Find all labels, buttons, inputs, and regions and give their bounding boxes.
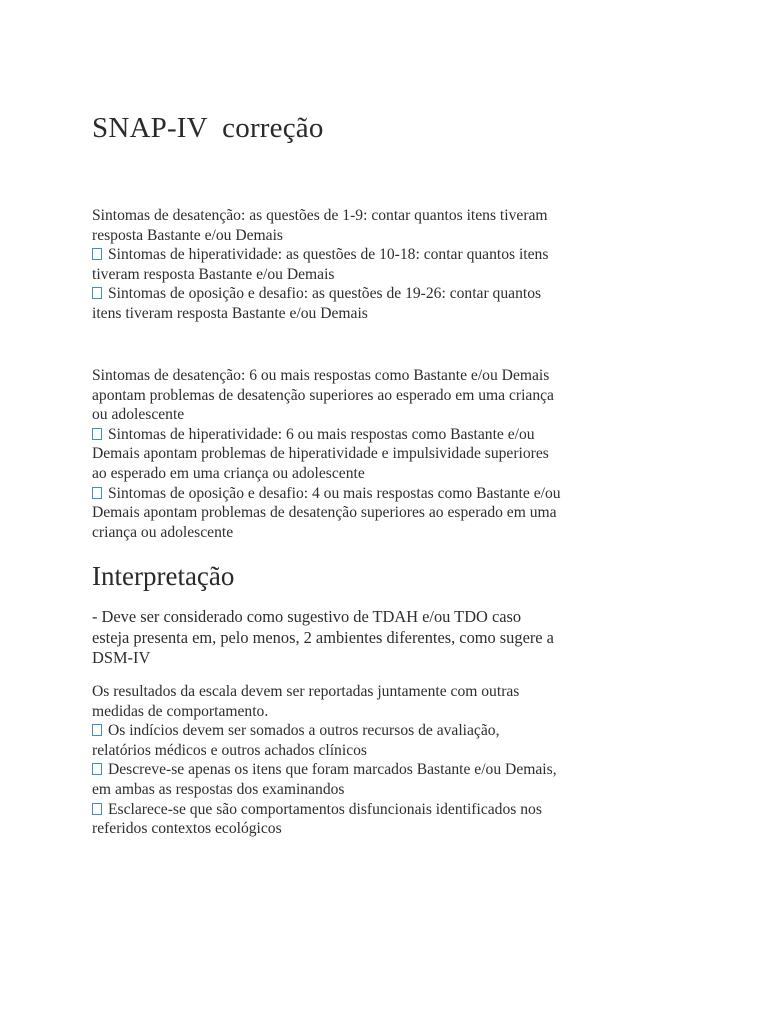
interpretation-note xyxy=(92,607,562,669)
list-item: Esclarece-se que são comportamentos disfuncionais identificados nos referidos contextos ecológicos xyxy=(92,800,542,838)
list-item: Os indícios devem ser somados a outros recursos de avaliação, relatórios médicos e outros achados clínicos xyxy=(92,722,500,759)
list-item: Sintomas de hiperatividade: 6 ou mais respostas como Bastante e/ou Demais apontam problemas de hiperatividade e impulsividade superiores ao esperado em uma criança ou adolescente xyxy=(92,425,549,482)
checkbox-square-icon xyxy=(92,248,102,260)
list-item: Sintomas de oposição e desafio: as questões de 19-26: contar quantos itens tiveram resposta Bastante e/ou Demais xyxy=(92,285,542,322)
checkbox-square-icon xyxy=(92,763,102,775)
checkbox-square-icon xyxy=(92,724,102,736)
checkbox-square-icon xyxy=(92,487,102,499)
criteria-section xyxy=(92,366,562,542)
counting-section xyxy=(92,206,562,324)
list-item: Sintomas de hiperatividade: as questões de 10-18: contar quantos itens tiveram resposta Bastante e/ou Demais xyxy=(92,246,549,283)
checkbox-square-icon xyxy=(92,428,102,440)
interpretation-intro: Os resultados da escala devem ser reportadas juntamente com outras medidas de comportamento. xyxy=(92,683,520,720)
document-title: SNAP-IV correção xyxy=(92,112,324,144)
checkbox-square-icon xyxy=(92,803,102,815)
counting-intro: Sintomas de desatenção: as questões de 1-9: contar quantos itens tiveram resposta Bastante e/ou Demais xyxy=(92,207,548,244)
interpretation-heading: Interpretação xyxy=(92,561,235,591)
interpretation-results xyxy=(92,682,562,839)
criteria-intro: Sintomas de desatenção: 6 ou mais respostas como Bastante e/ou Demais apontam problemas de desatenção superiores ao esperado em uma criança ou adolescente xyxy=(92,367,554,424)
list-item: Descreve-se apenas os itens que foram marcados Bastante e/ou Demais, em ambas as respostas dos examinandos xyxy=(92,761,557,798)
interpretation-note-text: - Deve ser considerado como sugestivo de TDAH e/ou TDO caso esteja presenta em, pelo menos, 2 ambientes diferentes, como sugere a DSM-IV xyxy=(92,607,554,667)
checkbox-square-icon xyxy=(92,287,102,299)
list-item: Sintomas de oposição e desafio: 4 ou mais respostas como Bastante e/ou Demais apontam problemas de desatenção superiores ao esperado em uma criança ou adolescente xyxy=(92,484,561,541)
